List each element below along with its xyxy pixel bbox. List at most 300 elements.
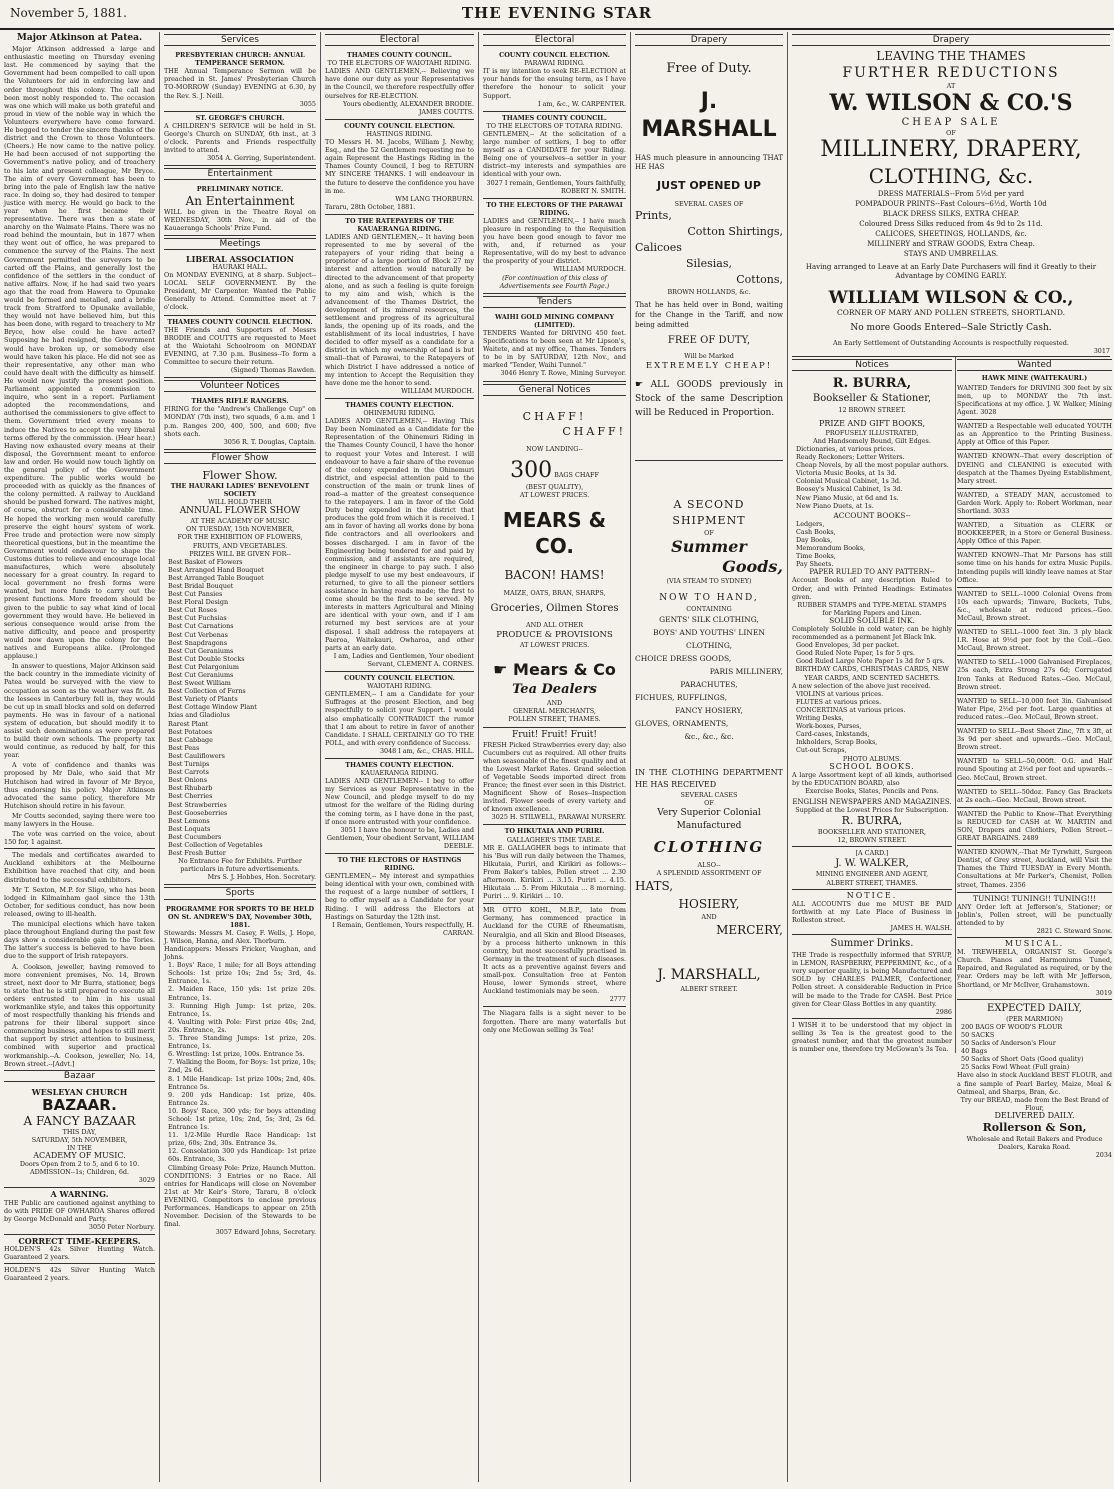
summer: Summer (671, 537, 747, 557)
ad-subtitle: OHINEMURI RIDING. (363, 409, 436, 418)
prize-list (164, 558, 316, 857)
list-item: Card-cases, Inkstands, (796, 730, 870, 739)
brown-hollands: BROWN HOLLANDS, &c. (667, 288, 751, 297)
choice-dress: CHOICE DRESS GOODS, (635, 653, 732, 663)
ad-title: COUNTY COUNCIL ELECTION. (344, 121, 455, 130)
prize-item: Best Cut Fuchsias (168, 614, 227, 623)
watches-text-1: HOLDEN'S 42s Silver Hunting Watch. Guaranteed 2 years. (4, 1245, 155, 1262)
event-item: Climbing Greasy Pole: Prize, Haunch Mutton. (168, 1163, 316, 1172)
prize-item: Best Collection of Ferns (168, 687, 246, 696)
marshall-signature: J. MARSHALL, (657, 967, 761, 984)
cotton-shirtings: Cotton Shirtings, (687, 225, 783, 239)
notices-subcolumn (792, 357, 956, 1054)
event-item: 12. Consolation 300 yds Handicap: 1st prize 60s. Entrance, 3s. (168, 1147, 316, 1164)
rifle-text: FIRING for the "Andrew's Challenge Cup" on MONDAY (7th inst), two squads, 6 a.m. and 1 p.m. Ranges 200, 400, 500, and 600; five shots each. (164, 405, 316, 438)
mears-logo: MEARS & CO. (502, 507, 607, 558)
niagara-note: The Niagara falls is a sight never to be forgotten. There are many waterfalls but only one McGowan selling 3s Tea! (483, 1009, 626, 1034)
wilson-items (792, 189, 1110, 259)
lowest-prices-2: AT LOWEST PRICES. (519, 641, 590, 650)
ad-kohl (483, 904, 626, 1007)
section-header-entertainment: Entertainment (164, 168, 316, 180)
event-item: 6. Wrestling: 1st prize, 100s. Entrance 5s. (168, 1050, 305, 1059)
divider (792, 846, 952, 847)
prize-item: Best Collection of Vegetables (168, 840, 263, 849)
prize-item: Best Gooseberries (168, 808, 228, 817)
list-item: 40 Bags (961, 1047, 988, 1056)
gloves: GLOVES, ORNAMENTS, (635, 718, 729, 728)
article-para-3: Mr Coutts seconded, saying there were too many lawyers in the House. (4, 811, 155, 828)
list-item: Good Ruled Large Note Paper 1s 3d for 5 qrs. (796, 657, 945, 666)
list-item: Ready Reckoners; Letter Writers. (796, 453, 905, 462)
prize-item: Best Basket of Flowers (168, 557, 243, 566)
prize-item: Best Cut Carnations (168, 622, 234, 631)
ad-text: LADIES AND GENTLEMEN,-- Believing we have done our duty as your Representatives in the Council, we therefore respectfully offer ourselves for RE-ELECTION. (325, 67, 474, 100)
article-para-4: The vote was carried on the voice, about 150 for, 1 against. (4, 830, 155, 847)
flower-title: Flower Show. (202, 468, 278, 482)
ad-signature: 3048 I am, &c., CHAS. HILL. (379, 746, 474, 755)
all-goods: ☛ ALL GOODS previously in Stock of the same Description will be Reduced in Proportion. (635, 380, 783, 419)
ad-presbyterian (164, 49, 316, 112)
clothing-department: IN THE CLOTHING DEPARTMENT HE HAS RECEIVED (635, 767, 783, 789)
list-item: Dictionaries, at various prices. (796, 444, 896, 453)
further-reductions: FURTHER REDUCTIONS (842, 65, 1060, 82)
prize-item: Best Arranged Hand Bouquet (168, 565, 264, 574)
prize-item: Best Floral Design (168, 598, 229, 607)
list-item: CONCERTINAS at various prices. (796, 705, 906, 714)
list-item: 50 SACKS (961, 1030, 995, 1039)
news-item-medals: The medals and certificates awarded to Auckland exhibitors at the Melbourne Exhibition have reached that city, and been distributed to the successful exhibitors. (4, 851, 155, 884)
prize-item: Best Lemons (168, 816, 210, 825)
ad-parawai-murdoch (483, 199, 626, 294)
ad-signature: Yours obediently, ALEXANDER BRODIE. JAMES COUTTS. (343, 99, 474, 116)
millinery-drapery: MILLINERY, DRAPERY, (820, 137, 1082, 163)
list-item: Cut-out Scraps, (796, 746, 847, 755)
entertainment-title: An Entertainment (185, 193, 295, 208)
walker-name: J. W. WALKER, (835, 858, 909, 870)
ad-bazaar (4, 1085, 155, 1189)
splendid-assortment: A SPLENDID ASSORTMENT OF (656, 868, 762, 877)
ad-title: TO THE RATEPAYERS OF THE KAUAERANGA RIDING. (345, 216, 454, 233)
wanted-ad: WANTED KNOWN--That Mr Parsons has still some time on his hands for extra Music Pupils. Intending pupils will kindly leave names at Star Office. (957, 549, 1112, 587)
just-opened: JUST OPENED UP (657, 179, 761, 193)
held-in-bond: That he has held over in Bond, waiting for the Change in the Tariff, and now being admitted (635, 301, 783, 330)
prize-item: Best Turnips (168, 760, 210, 769)
continuation-note: (For continuation of this class of Advertisements see Fourth Page.) (499, 273, 610, 290)
list-item: FLUTES at various prices. (796, 697, 882, 706)
ad-signature: 3051 I have the honour to be, Ladies and Gentlemen, Your obedient Servant, WILLIAM DEEBLE. (326, 825, 474, 850)
pointing-hand-icon: ☛ (635, 380, 651, 391)
english-papers: ENGLISH NEWSPAPERS AND MAGAZINES. (792, 797, 952, 806)
sports-handicappers: Handicappers: Messrs Fricker, Vaughan, and Johns. (164, 945, 316, 962)
entertainment-notice: PRELIMINARY NOTICE. (196, 185, 284, 194)
ad-rifle-rangers (164, 395, 316, 450)
fruit-text: FRESH Picked Strawberries every day; also Cucumbers cut as required. All other fruits when seasonable of the finest quality and at the Lowest Market Rates. Grand selection of Vegetable Seeds imported direct from France; the finest ever seen in this District. Magnificent Show of Roses--Inspection invited. Flower seeds of every variety and of known excellence. (483, 740, 626, 814)
wilson-item: STAYS AND UMBRELLAS. (903, 250, 999, 259)
ad-text: GENTLEMEN,-- My interest and sympathies being identical with your own, combined with the request of a large number of settlers, I beg to offer myself as a Candidate for your Riding. I will address the Electors at Hastings on Saturday the 12th inst. (325, 872, 474, 921)
section-header-bazaar: Bazaar (4, 1070, 155, 1082)
ad-number: 3017 (1093, 347, 1110, 356)
divider (957, 999, 1112, 1000)
ad-text: TO Messrs H. M. Jacobs, William J. Newby, Esq., and the 52 Gentlemen requesting me to again Represent the Hastings Riding in the Thames County Council, I beg to RETURN MY SINCERE THANKS. I will endeavour in the future to deserve the confidence you have in me. (325, 138, 474, 195)
column-electoral-1 (321, 32, 479, 1482)
sports-title: PROGRAMME FOR SPORTS TO BE HELD ON St. ANDREW'S DAY, November 30th, 1881. (165, 904, 315, 929)
pointing-hand-icon: ☛ (493, 660, 514, 680)
prize-item: Best Arranged Table Bouquet (168, 573, 264, 582)
tea-dealers: Tea Dealers (512, 682, 597, 698)
prize-item: Best Variety of Plants (168, 695, 238, 704)
bags-count: 300 (510, 457, 553, 483)
ad-title: THAMES COUNTY COUNCIL. (346, 51, 452, 60)
warning-signature: 3050 Peter Norbury. (88, 1222, 155, 1231)
clothing-etc: CLOTHING, &c. (868, 164, 1034, 189)
cheap-sale: CHEAP SALE (901, 117, 1001, 129)
best-quality: (BEST QUALITY), (525, 482, 584, 491)
marshall-title: J. MARSHALL (641, 89, 777, 143)
wilson-item: CALICOES, SHEETINGS, HOLLANDS, &c. (875, 230, 1027, 239)
tuning-text: ANY Order left at Jefferson's, Stationer; or Joblin's, Pollen street, will be punctually attended to by (957, 902, 1112, 927)
leaving-thames: LEAVING THE THAMES (876, 49, 1026, 64)
now-landing: NOW LANDING-- (526, 444, 583, 453)
mercery: MERCERY, (716, 923, 783, 938)
clothing: CLOTHING, (685, 640, 733, 650)
flower-society: THE HAURAKI LADIES' BENEVOLENT SOCIETY (170, 481, 310, 499)
entertainment-text: WILL be given in the Theatre Royal on WEDNESDAY, 30th Nov., in aid of the Kauaeranga Schools' Prize Fund. (164, 207, 316, 232)
boys-linen: BOYS' AND YOUTHS' LINEN (653, 627, 765, 637)
ad-number: 3055 (299, 99, 316, 108)
delivered-daily: DELIVERED DAILY. (994, 1110, 1075, 1120)
and: AND (701, 913, 717, 922)
sports-signature: 3057 Edward Johns, Secretary. (215, 1228, 316, 1237)
prize-books: PRIZE AND GIFT BOOKS, (818, 418, 926, 428)
summer-drinks-text: THE Trade is respectfully informed that SYRUP, in LEMON, RASPBERRY, PEPPERMINT, &c., of a very superior quality, is being Manufactured and SOLD by CHARLES PALMER, Confectioner, Pollen street. A considerable Reduction in Price will be made to the Trade for CASH. Best Price given for Clear Glass Bottles in any quantity. (792, 951, 952, 1008)
several-cases-2: SEVERAL CASES (680, 790, 738, 799)
prize-item: Best Cut Geraniums (168, 671, 234, 679)
groceries: Groceries, Oilmen Stores (490, 603, 619, 615)
ad-mears-chaff (483, 399, 626, 728)
prize-item: Best Cherries (168, 792, 213, 801)
ad-date: Tararu, 28th October, 1881. (325, 202, 416, 211)
prize-item: Best Cabbage (168, 735, 213, 744)
ad-signature: I am, &c., W. CARPENTER. (537, 99, 626, 108)
section-header-services: Services (164, 34, 316, 46)
musical-title: MUSICAL. (1004, 939, 1065, 949)
expected-daily: EXPECTED DAILY, (987, 1002, 1082, 1014)
list-item: Boosey's Musical Cabinet, 1s 3d. (796, 485, 903, 494)
free-of-duty: Free of Duty. (666, 61, 752, 77)
wanted-ad: WANTED to SELL--50doz. Fancy Gas Brackets at 2s each.--Geo. McCaul, Brown street. (957, 786, 1112, 808)
section-header-electoral: Electoral (325, 34, 474, 46)
ad-warning (4, 1188, 155, 1234)
ad-hastings-carran (325, 854, 474, 940)
bazaar-fancy: A FANCY BAZAAR (23, 1113, 136, 1128)
prize-item: Ixias and Gladiolus (168, 711, 230, 720)
chaff-1: CHAFF! (522, 409, 587, 423)
flower-hold: WILL HOLD THEIR (208, 498, 272, 507)
article-para-0: Major Atkinson addressed a large and enthusiastic meeting on Thursday evening last. He commenced by saying that the Government had been compelled to call upon the Volunteers for aid in enforcing law and order throughout this colony. The call had been most nobly responded to. The occasion was one which will make us both grateful and proud in view of the noble way in which the Volunteers everywhere have come forward. He begged to tender the sincere thanks of the district and the Crown to those Volunteers. (Cheers.) He now came to the native policy. He had been accused of not supporting the Government's native policy, and of treachery to his late and present colleague, Mr Bryce. The aim of every Government has been to bring into the pale of English law the native race. In doing so, they had desired to temper justice with mercy. He would go back to the year when he first became their representative. There was then a state of anarchy on the Waimate Plains. There was no road behind the mountain, but in 1877 when they went out of office, he was prepared to commence the survey of the Plains. The next Government permitted the surveyors to be carted off the Plains, and generally lost the confidence of the settlers in the conduct of native affairs. Now, if he had said two years ago that the road from Hawera to Opunake would be formed and metalled, and a bridle track from Stratford to Opunake available, they would not have believed him, but this has been done, with regard to treachery to Mr Bryce, how else could he have acted? Supposing he had resigned, the Government would have broken up, or somebody else would have taken his place. He did not see as their representative, any other man who could have dealt with the difficulty as himself. He would now justify the present position. Parliament appointed a commission to inquire, who sent in a report. Parliament adopted the recommendations, and authorised the commissioners to give effect to them. Government tried every means to induce the Natives to accept the very liberal terms offered by the commission. (Hear hear.) Having now exhausted every means at their disposal, the Government meant to enforce law and order. He would now touch lightly on the general policy of the Government expenditure. The public works would be proceeded with as quickly as the finances of the colony permitted. A railway to Auckland should be pushed forward. The natives might, of course, obstruct for a considerable time. He hoped the working men would carefully preserve the eight hours' system of work. Free trade and protection were now simply theoretical questions, but in the meantime the Government would endeavour to shape the Customs duties to relieve and encourage local manufactures, which were absolutely necessary for a great country. In regard to local government no fresh forms were wanted, but more funds to carry out the present functions. More freedom should be given to the public to say what kind of local government they would have. He believed in serious consequence would arise from the native difficulty, and peace and prosperity would now dawn upon the colony for the natives and Europeans alike. (Prolonged applause.) (4, 45, 155, 661)
list-item: Memorandum Books, (796, 544, 866, 553)
rollerson-title: Rollerson & Son, (982, 1120, 1087, 1134)
ad-text: LADIES AND GENTLEMEN,-- Having This Day been Nominated as a Candidate for the Representation of the Ohinemuri Riding in the Thames County Council, I have the honor to request your Votes and Interest. I will endeavour to have a fair share of the revenue of the colony expended in the Ohinemuri district, and especial attention paid to the construction of the main or trunk lines of road--a matter of the greatest consequence to the ratepayers. I am in favor of the Gold Duty being expended in the district that produces the gold from which it is received. I am in favor of having all works done by bona fide contractors and all overlookers and bosses discharged. I am in favor of the Engineering being tendered for and paid by commission, and if assistants are required, the engineer in charge to pay such. I also pledge myself to use my best endeavours, if returned, to give to all the pioneer settlers assistance in having roads made; the first to come should be the first to be served. My interests in matters Agricultural and Mining are identical with your own, and if I am returned my best services are at your disposal. I shall address the ratepayers at Paeroa, Waitekauri, Owharoa, and other parts at an early date. (325, 417, 474, 652)
fruit-signature: 3025 H. STILWELL, PARAWAI NURSERY. (491, 813, 626, 822)
at: AT (946, 82, 956, 91)
prize-item: Best Strawberries (168, 800, 227, 809)
wanted-list (957, 382, 1112, 893)
lowest-prices: AT LOWEST PRICES. (519, 490, 590, 499)
ad-text: IT is my intention to seek RE-ELECTION at your hands for the ensuing term, as I have therefore the honour to solicit your Support. (483, 67, 626, 100)
flower-venue: AT THE ACADEMY OF MUSIC (190, 517, 290, 526)
free-of-duty-2: FREE OF DUTY, (667, 335, 751, 347)
calicoes: Calicoes (635, 241, 682, 255)
hawk-mine: HAWK MINE (WAITEKAURI.) (981, 373, 1088, 382)
rubber-stamps: RUBBER STAMPS and TYPE-METAL STAMPS for Marking Papers and Linen. (797, 600, 947, 617)
ad-number: 2034 (1095, 1151, 1112, 1160)
wilson-item: Coloured Dress Silks reduced from 4s 9d to 2s 11d. (859, 220, 1043, 229)
st-georges-title: ST. GEORGE'S CHURCH. (195, 113, 285, 122)
rollerson-address: Wholesale and Retail Bakers and Produce Dealers, Karaka Road. (966, 1134, 1103, 1152)
ad-title: WAIHI GOLD MINING COMPANY (LIMITED). (494, 312, 615, 329)
general-merchants: GENERAL MERCHANTS, (513, 707, 596, 716)
silesias: Silesias, (686, 257, 732, 271)
ad-signature: 3027 I remain, Gentlemen, Yours faithfully, ROBERT N. SMITH. (486, 178, 626, 195)
ad-title: TO THE ELECTORS OF THE PARAWAI RIDING. (486, 200, 623, 217)
and: AND (546, 699, 563, 708)
ad-text: GENTLEMEN,-- At the solicitation of a large number of settlers, I beg to offer myself as a CANDIDATE for your Riding. Being one of yourselves--a settler in your district--my interests and sympathies are identical with your own. (483, 129, 626, 179)
chaff-2: CHAFF! (562, 424, 626, 438)
divider (957, 937, 1112, 938)
sports-conditions: CONDITIONS: 3 Entries or no Race. All entries for Handicaps will close on November 21st at Mr Keir's Store, Tararu, 8 o'clock EVENING. Competitors to enclose previous Performances. Handicaps to appear on 25th November. Decision of the Stewards to be final. (164, 1171, 316, 1229)
albert-street: ALBERT STREET. (680, 985, 738, 994)
wilson-item: DRESS MATERIALS--From 5½d per yard (877, 190, 1025, 199)
wanted-ad: WANTED, a Situation as CLERK or BOOKKEEPER, in a Store or General Business. Apply Office of this Paper. (957, 519, 1112, 549)
bread-text: Try our BREAD, made from the Best Brand of Flour, (960, 1095, 1109, 1112)
news-item-cookson: A. Cookson, jeweller, having removed to more convenient premises, No. 14, Brown street, next door to Mr Burra, stationer, begs to state that he is still prepared to execute all orders entrusted to him in his usual workmanlike style, and takes this opportunity of most respectfully thanking his friends and patrons for their liberal support since commencing business, and hopes to still merit that support by strict attention to business, combined with superior and practical workmanship.--A. Cookson, jeweller, No. 14, Brown street.--[Advt.] (4, 962, 155, 1068)
watches-text-2: HOLDEN'S 42s Silver Hunting Watch Guaranteed 2 years. (4, 1266, 155, 1283)
gallagher-title: TO HIKUTAIA AND PURIRI. (504, 827, 605, 836)
via-steam: (VIA STEAM TO SYDNEY) (666, 577, 752, 586)
wanted-ad: WANTED to SELL--1000 Galvanised Fireplaces, 25s each, Extra Strong 27s 6d; Corrugated Iron Tanks at Reduced Rates.--Geo. McCaul, Brown street. (957, 656, 1112, 694)
subscription: Supplied at the Lowest Prices for Subscription. (795, 806, 949, 815)
ad-subtitle: HASTINGS RIDING. (366, 129, 433, 138)
ad-signature: WILLIAM MURDOCH. (553, 265, 626, 274)
has-pleasure: HAS much pleasure in announcing THAT HE HAS (635, 154, 783, 172)
produce: PRODUCE & PROVISIONS (496, 630, 613, 641)
list-item: Ledgers, (796, 519, 825, 528)
list-item: Day Books, (796, 535, 833, 544)
wilson-item: MILLINERY and STRAW GOODS, Extra Cheap. (867, 240, 1035, 249)
prize-item: Best Potatoes (168, 727, 213, 736)
divider (792, 889, 952, 890)
wanted-ad: WANTED KNOWN,--That Mr Tyrwhitt, Surgeon Dentist, of Grey street, Auckland, will Visit the Thames the Third TUESDAY in Every Month. Consultations at Mr Parker's, Chemist, Pollen street, Thames. 2356 (957, 846, 1112, 892)
colonial-manufactured: Very Superior Colonial Manufactured (657, 807, 761, 831)
mining-agent: MINING ENGINEER AND AGENT, (815, 870, 929, 879)
list-item: 200 BAGS OF WOOD'S FLOUR (961, 1022, 1063, 1031)
instrument-list (792, 690, 952, 714)
no-more-goods: No more Goods Entered--Sale Strictly Cash. (850, 323, 1052, 334)
divider (4, 1263, 155, 1264)
ad-hastings-thorburn (325, 120, 474, 215)
ad-text: LADIES and GENTLEMEN,-- I have much pleasure in responding to the Requisition you have been good enough to favor me with, and, if returned as your Representative, will do my best to advance the prosperity of your district. (483, 216, 626, 266)
fichues: FICHUES, RUFFLINGS, (635, 692, 728, 702)
notice-text: ALL ACCOUNTS due me MUST BE PAID forthwith at my Late Place of Business in Rolleston street. (792, 899, 952, 924)
fruit-title: Fruit! Fruit! Fruit! (511, 729, 598, 740)
brown-street: 12 BROWN STREET. (838, 405, 906, 414)
prize-item: Best Cut Pelargonium (168, 662, 239, 671)
photo-albums: PHOTO ALBUMS. (842, 754, 902, 763)
prize-item: Best Cauliflowers (168, 751, 225, 760)
containing: CONTAINING (686, 604, 732, 613)
flower-date: ON TUESDAY, 15th NOVEMBER, (185, 525, 295, 534)
bazaar-hours: Doors Open from 2 to 5, and 6 to 10. (19, 1160, 140, 1169)
section-header-volunteer: Volunteer Notices (164, 380, 316, 392)
list-item: 50 Sacks of Short Oats (Good quality) (961, 1055, 1084, 1064)
st-georges-signature: 3054 A. Gerring, Superintendent. (207, 154, 316, 163)
tuning-title: TUNING! TUNING!! TUNING!!! (972, 893, 1097, 903)
prize-item: Best Loquats (168, 824, 211, 833)
paris-millinery: PARIS MILLINERY, (709, 666, 783, 676)
hosiery: HOSIERY, (678, 897, 740, 912)
prize-item: Best Fresh Butter (168, 849, 226, 858)
wanted-ad: WANTED, a STEADY MAN, accustomed to Garden Work. Apply to: Robert Workman, near Shortland. 3033 (957, 489, 1112, 519)
presbyterian-text: THE Annual Temperance Sermon will be preached in St. James' Presbyterian Church TO-MORROW (Sunday) EVENING at 6.30, by the Rev. S. J. Neill. (164, 67, 316, 100)
pollen-street: POLLEN STREET, THAMES. (508, 715, 601, 724)
prize-item: Best Cut Roses (168, 606, 217, 615)
list-item: Cheap Novels, by all the most popular authors. (796, 461, 949, 470)
illustrated: PROFUSELY ILLUSTRATED, (825, 428, 919, 437)
account-books: ACCOUNT BOOKS-- (833, 510, 911, 520)
wilson-item: BLACK DRESS SILKS, EXTRA CHEAP. (882, 210, 1020, 219)
article-para-2: A vote of confidence and thanks was proposed by Mr Dale, who said that Mr Hutchison had wired in favour of Mr Bryce, thus endorsing his policy. Major Atkinson advocated the same policy, therefore Mr Hutchison should retire in his favour. (4, 761, 155, 810)
masthead (0, 0, 1114, 30)
list-item: Good Ruled Note Paper, 1s for 5 qrs. (796, 649, 915, 658)
ad-totara-smith (483, 112, 626, 199)
ad-waihi-tender (483, 311, 626, 382)
ad-subtitle: PARAWAI RIDING. (524, 59, 585, 68)
section-header-notices: Notices (792, 359, 952, 371)
notice-signature: JAMES H. WALSH. (890, 924, 952, 932)
list-item: VIOLINS at various prices. (796, 689, 884, 698)
ad-flower-show (164, 467, 316, 886)
prizes-heading: PRIZES WILL BE GIVEN FOR-- (189, 549, 291, 558)
list-item: Writing Desks, (796, 714, 844, 723)
extremely-cheap: EXTREMELY CHEAP! (645, 361, 773, 372)
ad-waiotahi-brodie (325, 49, 474, 120)
ad-subtitle: TO THE ELECTORS OF WAIOTAHI RIDING. (327, 59, 472, 68)
mears-logo-2: ☛ Mears & Co (493, 660, 616, 680)
section-header-electoral: Electoral (483, 34, 626, 46)
event-item: 8. 1 Mile Handicap: 1st prize 100s; 2nd, 40s. Entrance 5s. (168, 1074, 316, 1091)
ad-title: COUNTY COUNCIL ELECTION. (344, 674, 455, 683)
ad-signature: I am, Ladies and Gentlemen, Your obedient Servant, CLEMENT A. CORNES. (333, 651, 474, 668)
wanted-ad: WANTED to SELL--10,000 feet 3in. Galvanised Water Pipe, 2½d per foot. Large quantities at reduced rates.--Geo. McCaul, Brown street. (957, 695, 1112, 725)
bookseller: Bookseller & Stationer, (812, 392, 932, 404)
divider (792, 934, 952, 935)
liberal-title: LIBERAL ASSOCIATION (186, 253, 294, 264)
flower-footer: No Entrance Fee for Exhibits. Further particulars in future advertisements. (178, 857, 302, 874)
ad-waiotahi-hill (325, 672, 474, 759)
section-header-general-notices: General Notices (483, 384, 626, 396)
per-marmion: (PER MARMION) (1006, 1014, 1063, 1023)
list-item: Good Envelopes, 3d per packet. (796, 641, 900, 650)
rifle-signature: 3056 R. T. Douglas, Captain. (223, 437, 316, 446)
school-books: SCHOOL BOOKS. (829, 761, 915, 771)
flower-annual: ANNUAL FLOWER SHOW (179, 506, 301, 517)
of: OF (704, 529, 714, 538)
ad-title: TO THE ELECTORS OF HASTINGS RIDING. (337, 856, 462, 873)
soluble-ink-text: Completely Soluble in cold water; can be highly recommended as a permanent Jet Black Ink. (792, 625, 952, 642)
ad-sports (164, 903, 316, 1240)
exercise-books: Exercise Books, Slates, Pencils and Pens. (805, 786, 939, 795)
paper-ruled-text: Account Books of any description Ruled to Order, and with Printed Headings: Estimates given. (792, 576, 952, 601)
prize-item: Best Carrots (168, 768, 209, 777)
ad-text: GENTLEMEN,-- I am a Candidate for your Suffrages at the present Election, and beg respectfully to solicit your Support. I would also emphatically CONTRADICT the rumor that I am about to retire in favor of another Candidate. I SHALL CERTAINLY GO TO THE POLL, and with every confidence of Success. (325, 690, 474, 747)
prize-item: Best Cut Geraniums (168, 646, 234, 655)
column-news (0, 32, 160, 1482)
prize-item: Best Cut Double Stocks (168, 654, 245, 663)
tuning-signature: 2821 C. Steward Snow. (1036, 927, 1112, 935)
prize-item: Best Onions (168, 776, 207, 785)
wanted-ad: WANTED Tenders for DRIVING 300 feet by six men, up to MONDAY the 7th inst. Specifications at my office. J. W. Walker, Mining Agent. 3028 (957, 382, 1112, 420)
event-item: 9. 200 yds Handicap: 1st prize, 40s. Entrance 2s. (168, 1090, 316, 1107)
paper-ruled: PAPER RULED TO ANY PATTERN-- (809, 568, 935, 577)
list-item: Inkholders, Scrap Books, (796, 738, 878, 747)
ad-title: THAMES COUNTY ELECTION. (345, 400, 454, 409)
article-para-1: In answer to questions, Major Atkinson said the back country in the immediate vicinity of Patea would be surveyed with the view to occupation as soon as the weather was fit. As the lessees in Canterbury fell in, they would be cut up in small blocks and sold on deferred payments. He was in favour of a national system of education, but should modify it to assist such denominations as were prepared to build their own schools. The property tax would continue, as reduced by half, for this year. (4, 662, 155, 760)
event-item: 4. Vaulting with Pole: First prize 40s; 2nd, 20s. Entrance, 2s. (168, 1017, 316, 1034)
also: ALSO-- (697, 860, 721, 869)
prize-item: Best Rhubarb (168, 784, 213, 793)
wanted-ad: WANTED to SELL--1000 feet 3in. 3 ply black I.R. Hose at 9½d per foot by the Coil.--Geo. McCaul, Brown street. (957, 626, 1112, 656)
ad-signature: 3046 Henry T. Rowe, Mining Surveyor. (500, 369, 626, 378)
ad-number: 2777 (609, 995, 626, 1004)
william-wilson: WILLIAM WILSON & CO., (828, 288, 1074, 309)
settlement: An Early Settlement of Outstanding Accounts is respectfully requested. (833, 339, 1069, 348)
birthday-text: A new selection of the above just received. (792, 681, 931, 690)
prints: Prints, (635, 209, 672, 223)
albert-street: ALBERT STREET, THAMES. (826, 878, 918, 887)
brown-street-2: 12, BROWN STREET. (837, 836, 907, 845)
ad-kauaeranga-murdoch (325, 215, 474, 399)
list-item: Pay Sheets. (796, 560, 834, 569)
prize-item: Best Bridal Bouquet (168, 581, 234, 590)
wanted-ad: WANTED to SELL--50,000ft. O.G. and Half round Spouting at 2½d per foot and upwards.--Geo. McCaul, Brown street. (957, 755, 1112, 785)
ad-signature: WM LANG THORBURN. (395, 194, 474, 203)
bazaar-admission: ADMISSION--1s; Children, 6d. (29, 1168, 130, 1177)
list-item: Time Books, (796, 552, 836, 561)
list-item: New Piano Duets, at 1s. (796, 501, 874, 510)
list-item: 25 Sacks Fowl Wheat (Full grain) (961, 1063, 1070, 1072)
news-item-elections: The municipal elections which have taken place throughout England during the past few days show a considerable gain to the Tories. The latter's success is believed to have been due to the support of Irish ratepayers. (4, 920, 155, 961)
prize-item: Best Snapdragons (168, 638, 228, 647)
event-item: 1. Boys' Race, 1 mile; for all Boys attending Schools: 1st prize 10s; 2nd 5s; 3rd, 4s. Entrance, 1s. (168, 961, 316, 986)
wilson-leave: Having arranged to Leave at an Early Date Purchasers will find it Greatly to their Advantage by COMING EARLY. (805, 263, 1097, 281)
dictionary-list (792, 445, 952, 510)
council-text: THE Friends and Supporters of Messrs BRODIE and COUTTS are requested to Meet at the Waiotahi Schoolroom on MONDAY EVENING, at 7.30 p.m. Business--To form a Committee to secure their return. (164, 325, 316, 366)
soluble-ink: SOLID SOLUBLE INK. (829, 615, 915, 625)
prize-item: Best Sweet William (168, 679, 231, 688)
ad-st-georges (164, 112, 316, 167)
ad-text: LADIES AND GENTLEMEN-- I beg to offer my Services as your Representative in the New Council, and pledge myself to do my utmost for the welfare of the Riding during the coming term, as I have done in the past, if once more entrusted with your confidence. (325, 777, 474, 826)
event-item: 10. Boys' Race, 300 yds; for boys attending School: 1st prize, 10s; 2nd, 5s; 3rd, 2s 6d. Entrance 1s. (168, 1106, 316, 1132)
several-cases: SEVERAL CASES OF (674, 200, 744, 209)
of: OF (946, 129, 956, 138)
ad-signature: I Remain, Gentlemen, Yours respectfully, H. CARRAN. (332, 920, 474, 937)
wanted-subcolumn (957, 357, 1112, 1160)
etc: &c., &c., &c. (684, 731, 734, 741)
prize-item: Best Cottage Window Plant (168, 703, 257, 712)
list-item: Colonial Musical Cabinet, 1s 3d. (796, 477, 902, 486)
flower-purpose: FOR THE EXHIBITION OF FLOWERS, FRUITS, AND VEGETABLES. (177, 533, 303, 550)
ad-ohinemuri-cornes (325, 399, 474, 672)
